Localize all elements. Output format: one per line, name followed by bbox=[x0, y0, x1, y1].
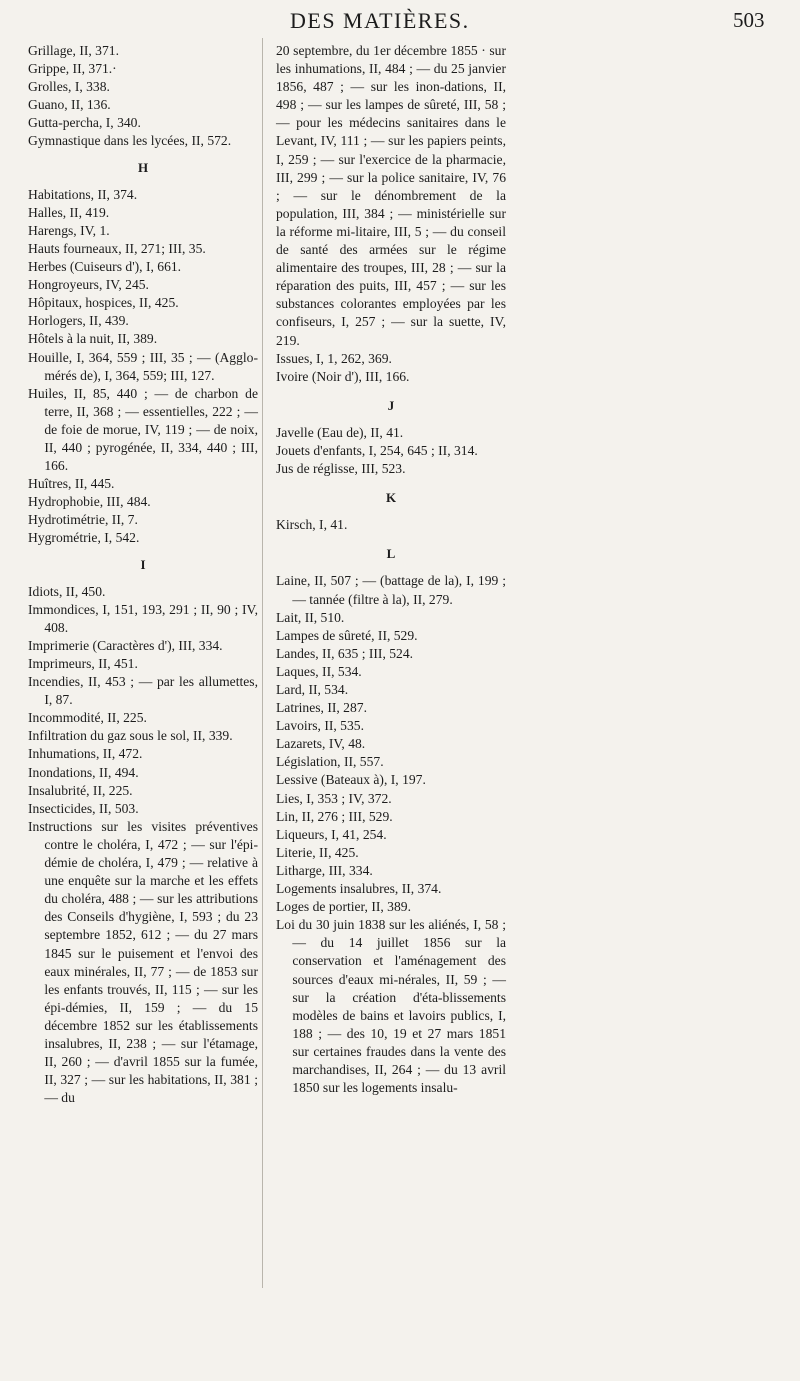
section-letter-i: I bbox=[140, 556, 146, 572]
index-entry: Hôtels à la nuit, II, 389. bbox=[28, 331, 158, 347]
index-entry: Grillage, II, 371. bbox=[28, 43, 119, 58]
index-entry: Inondations, II, 494. bbox=[28, 764, 139, 780]
page-number: 503 bbox=[733, 8, 765, 32]
index-entry: Lin, II, 276 ; III, 529. bbox=[276, 808, 393, 824]
index-entry: Houille, I, 364, 559 ; III, 35 ; — (Agglo-mérés de), I, 364, 559; III, 127. bbox=[28, 349, 258, 383]
index-entry: Laine, II, 507 ; — (battage de la), I, 199 ; — tannée (filtre à la), II, 279. bbox=[276, 573, 506, 607]
index-entry: Huiles, II, 85, 440 ; — de charbon de terre, II, 368 ; — essentielles, 222 ; — de foie de morue, IV, 119 ; — de noix, II, 440 ; pyrogénée, II, 334, 440 ; III, 166. bbox=[28, 385, 258, 474]
index-entry: Gymnastique dans les lycées, II, 572. bbox=[28, 133, 232, 149]
index-entry: Grippe, II, 371.· bbox=[28, 61, 117, 77]
index-entry: Imprimeurs, II, 451. bbox=[28, 656, 138, 671]
column-divider bbox=[262, 38, 263, 1288]
index-entry: Lait, II, 510. bbox=[276, 609, 345, 625]
index-entry: Guano, II, 136. bbox=[28, 97, 111, 113]
index-entry: Incommodité, II, 225. bbox=[28, 710, 147, 726]
index-entry: Incendies, II, 453 ; — par les allumettes, I, 87. bbox=[28, 674, 258, 708]
index-entry: Litharge, III, 334. bbox=[276, 862, 373, 878]
section-letter-h: H bbox=[137, 159, 149, 175]
index-entry: Laques, II, 534. bbox=[276, 663, 362, 679]
index-entry: Lavoirs, II, 535. bbox=[276, 718, 364, 734]
index-entry: Herbes (Cuiseurs d'), I, 661. bbox=[28, 259, 182, 275]
section-letter-k: K bbox=[385, 490, 397, 506]
left-column bbox=[28, 42, 258, 1107]
index-entry: Lard, II, 534. bbox=[276, 682, 349, 697]
right-column bbox=[276, 42, 506, 1097]
index-group-l bbox=[276, 572, 506, 1097]
index-entry: Literie, II, 425. bbox=[276, 844, 359, 860]
index-entry: Hôpitaux, hospices, II, 425. bbox=[28, 295, 179, 311]
index-entry: Liqueurs, I, 41, 254. bbox=[276, 826, 387, 842]
index-entry: Jus de réglisse, III, 523. bbox=[276, 461, 406, 477]
index-entry: Lessive (Bateaux à), I, 197. bbox=[276, 772, 426, 788]
index-group-i-end bbox=[276, 350, 506, 386]
index-entry: Hydrotimétrie, II, 7. bbox=[28, 512, 138, 528]
continuation-text: 20 septembre, du 1er décembre 1855 · sur les inhumations, II, 484 ; — du 25 janvier 1856, 487 ; — sur les inon-dations, II, 498 ; — sur les lampes de sûreté, III, 58 ; — pour les médecins sanitaires dans le Levant, IV, 111 ; — sur les papiers peints, I, 259 ; — sur l'exercice de la pharmacie, III, 299 ; — sur la police sanitaire, IV, 76 ; — sur le dénombrement de la population, III, 384 ; — ministérielle sur la réforme mi-litaire, III, 5 ; — du conseil de santé des armées sur le régime alimentaire des troupes, III, 28 ; — sur la réparation des puits, III, 457 ; — sur les substances colorantes employées par les confiseurs, I, 257 ; — sur la suette, IV, 219. bbox=[276, 43, 506, 348]
index-entry: Harengs, IV, 1. bbox=[28, 222, 110, 238]
index-entry: Lazarets, IV, 48. bbox=[276, 736, 366, 752]
index-entry: Issues, I, 1, 262, 369. bbox=[276, 350, 392, 366]
index-entry: Ivoire (Noir d'), III, 166. bbox=[276, 368, 410, 384]
index-entry: Insalubrité, II, 225. bbox=[28, 782, 133, 798]
index-entry: Habitations, II, 374. bbox=[28, 186, 138, 202]
index-entry: Lampes de sûreté, II, 529. bbox=[276, 627, 418, 643]
index-group-i bbox=[28, 583, 258, 1108]
index-entry: Halles, II, 419. bbox=[28, 204, 110, 220]
index-group-h bbox=[28, 186, 258, 548]
index-entry: Infiltration du gaz sous le sol, II, 339. bbox=[28, 728, 233, 744]
index-entry: Hauts fourneaux, II, 271; III, 35. bbox=[28, 240, 206, 256]
index-entry: Insecticides, II, 503. bbox=[28, 800, 139, 816]
index-entry: Landes, II, 635 ; III, 524. bbox=[276, 645, 414, 661]
index-entry: Kirsch, I, 41. bbox=[276, 517, 348, 533]
index-entry: Hydrophobie, III, 484. bbox=[28, 494, 151, 510]
index-entry: Jouets d'enfants, I, 254, 645 ; II, 314. bbox=[276, 442, 478, 458]
index-group-k bbox=[276, 516, 506, 534]
index-entry: Instructions sur les visites préventives contre le choléra, I, 472 ; — sur l'épi-démie de choléra, I, 479 ; — relative à une enquête sur la marche et les effets du choléra, 488 ; — sur les attributions des Conseils d'hygiène, I, 593 ; du 23 septembre 1852, 612 ; — du 27 mars 1845 sur le puisement et l'envoi des eaux minérales, II, 77 ; — de 1853 sur les enfants trouvés, II, 115 ; — sur les épi-démies, II, 159 ; — du 15 décembre 1852 sur les établissements insalubres, II, 238 ; — sur l'étamage, II, 260 ; — d'avril 1855 sur la fumée, II, 327 ; — sur les habitations, II, 381 ; — du bbox=[28, 818, 258, 1106]
index-entry: Imprimerie (Caractères d'), III, 334. bbox=[28, 637, 223, 653]
page-header bbox=[0, 0, 800, 40]
index-group-g bbox=[28, 42, 258, 151]
index-entry: Horlogers, II, 439. bbox=[28, 313, 129, 329]
index-entry: Gutta-percha, I, 340. bbox=[28, 115, 141, 131]
index-entry: Loges de portier, II, 389. bbox=[276, 899, 411, 915]
index-entry: Javelle (Eau de), II, 41. bbox=[276, 424, 404, 440]
index-entry: Grolles, I, 338. bbox=[28, 79, 110, 95]
index-entry: Hongroyeurs, IV, 245. bbox=[28, 277, 149, 293]
index-entry: Inhumations, II, 472. bbox=[28, 746, 143, 762]
running-title: DES MATIÈRES. bbox=[290, 8, 470, 33]
index-entry: Hygrométrie, I, 542. bbox=[28, 530, 140, 546]
index-group-j bbox=[276, 424, 506, 478]
index-entry: Immondices, I, 151, 193, 291 ; II, 90 ; IV, 408. bbox=[28, 601, 258, 635]
section-letter-j: J bbox=[387, 397, 395, 413]
index-entry: Latrines, II, 287. bbox=[276, 700, 367, 716]
index-entry: Législation, II, 557. bbox=[276, 754, 384, 770]
index-entry: Logements insalubres, II, 374. bbox=[276, 881, 442, 897]
index-entry: Lies, I, 353 ; IV, 372. bbox=[276, 790, 392, 806]
section-letter-l: L bbox=[386, 546, 396, 562]
index-entry: Loi du 30 juin 1838 sur les aliénés, I, 58 ; — du 14 juillet 1856 sur la conservation et l'aménagement des sources d'eaux mi-nérales, II, 59 ; — sur la création d'éta-blissements modèles de bains et lavoirs publics, I, 188 ; — des 10, 19 et 27 mars 1851 sur certaines fraudes dans la vente des marchandises, II, 264 ; — du 13 avril 1850 sur les logements insalu- bbox=[276, 917, 506, 1096]
index-entry: Huîtres, II, 445. bbox=[28, 476, 115, 492]
index-entry: Idiots, II, 450. bbox=[28, 583, 106, 599]
